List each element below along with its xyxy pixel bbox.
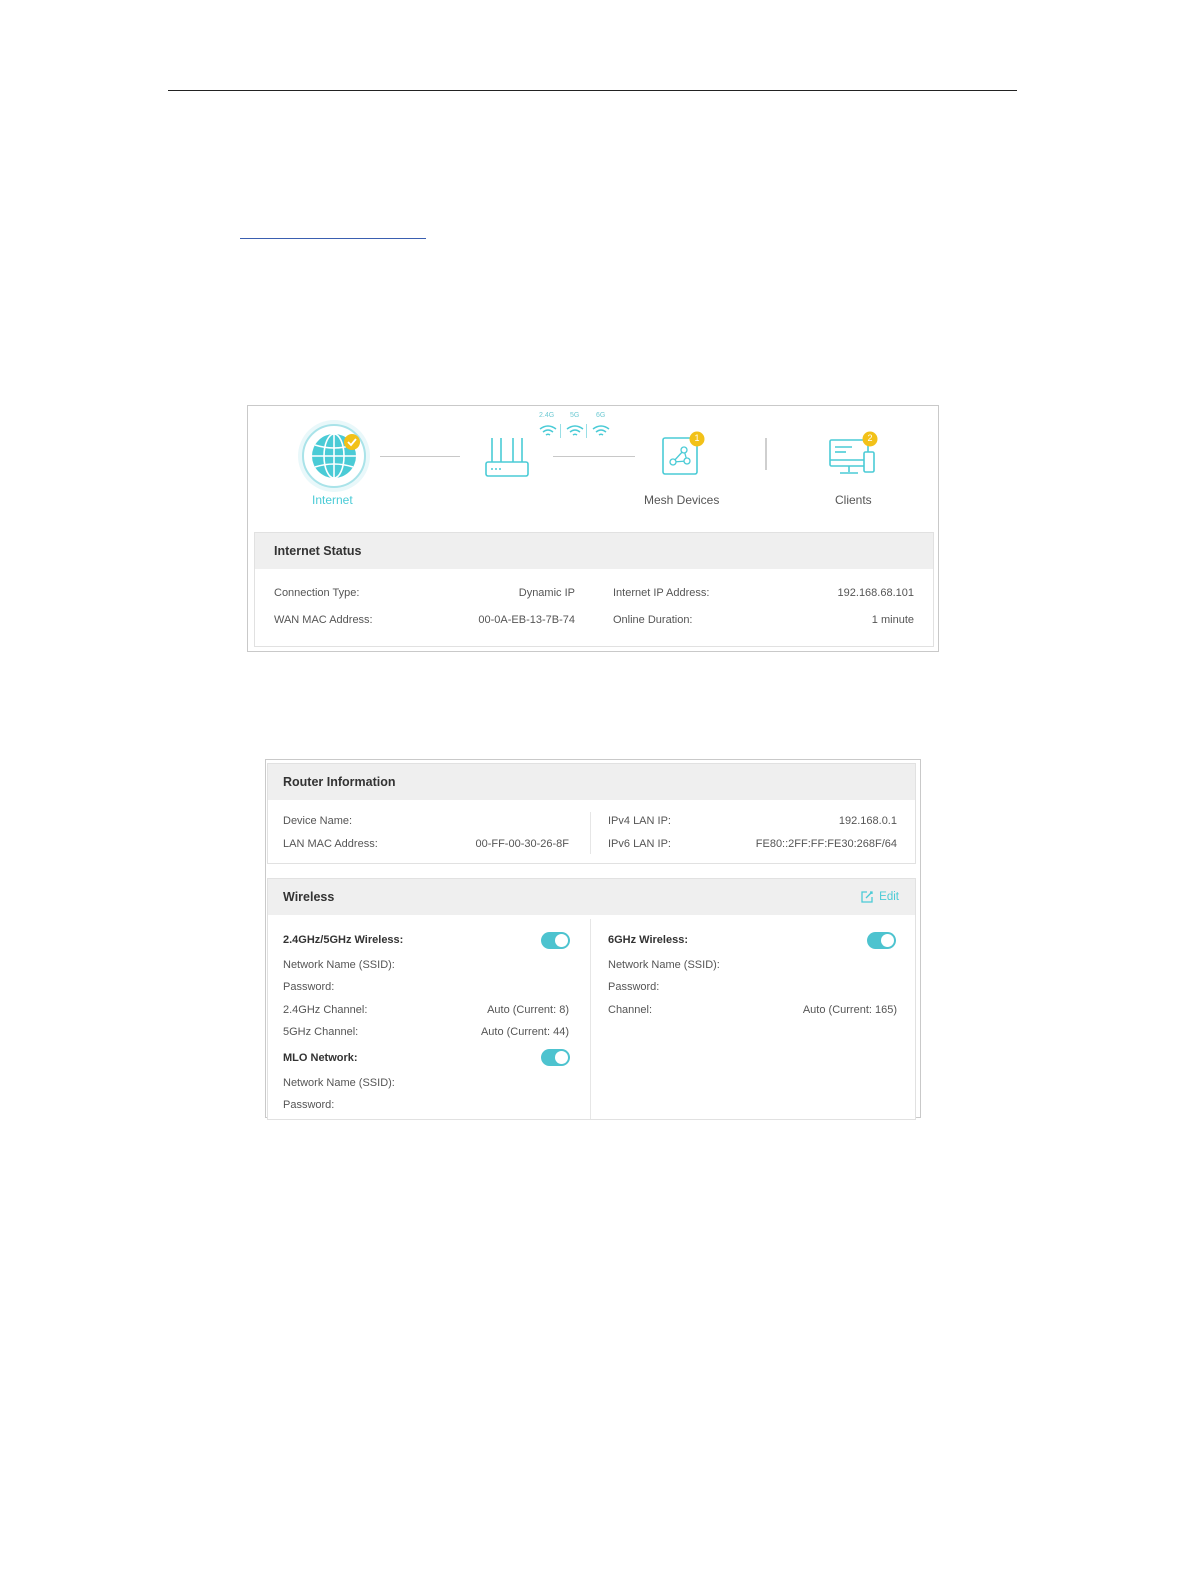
ipv4-lan-ip-value: 192.168.0.1 (838, 815, 897, 827)
clients-label[interactable]: Clients (835, 493, 872, 507)
wireless-24-5-toggle[interactable] (541, 932, 570, 949)
internet-node-label: Internet (312, 493, 353, 507)
ipv6-lan-ip-label: IPv6 LAN IP: (608, 838, 671, 850)
ipv6-lan-ip-value: FE80::2FF:FF:FE30:268F/64 (755, 838, 897, 850)
mesh-devices-label[interactable]: Mesh Devices (644, 493, 720, 507)
wifi-5g-icon (566, 424, 584, 438)
wireless-card (267, 878, 916, 1120)
wifi-6g-icon (592, 424, 610, 438)
hyperlink-underline (240, 238, 426, 239)
column-separator (590, 919, 591, 1119)
internet-ip-value: 192.168.68.101 (837, 587, 914, 599)
edit-label: Edit (879, 891, 899, 903)
mlo-network-label: MLO Network: (283, 1052, 358, 1064)
clients-node[interactable] (828, 430, 878, 478)
edit-button[interactable] (860, 890, 899, 904)
band-label-5g: 5G (570, 412, 580, 419)
channel-24-value: Auto (Current: 8) (487, 1004, 569, 1016)
password-6g-label: Password: (608, 981, 660, 993)
mlo-network-toggle[interactable] (541, 1049, 570, 1066)
router-node[interactable] (484, 436, 530, 478)
online-duration-label: Online Duration: (613, 614, 693, 626)
mlo-ssid-label: Network Name (SSID): (283, 1077, 395, 1089)
band-divider (586, 424, 587, 438)
ssid-6g-label: Network Name (SSID): (608, 959, 720, 971)
internet-node[interactable] (296, 416, 374, 494)
wireless-title: Wireless (268, 879, 915, 915)
connection-line (553, 456, 635, 457)
node-separator (765, 438, 767, 470)
column-separator (590, 812, 591, 854)
router-information-title: Router Information (268, 764, 915, 800)
wireless-6g-toggle[interactable] (867, 932, 896, 949)
device-name-label: Device Name: (283, 815, 353, 827)
router-information-card (267, 763, 916, 864)
mlo-password-label: Password: (283, 1099, 335, 1111)
ipv4-lan-ip-label: IPv4 LAN IP: (608, 815, 671, 827)
connection-type-value: Dynamic IP (518, 587, 575, 599)
globe-icon (296, 416, 374, 494)
channel-24-label: 2.4GHz Channel: (283, 1004, 368, 1016)
wan-mac-label: WAN MAC Address: (274, 614, 373, 626)
mesh-devices-badge: 1 (694, 433, 700, 443)
wifi-2g-icon (539, 424, 557, 438)
wireless-24-5-label: 2.4GHz/5GHz Wireless: (283, 934, 404, 946)
clients-badge: 2 (867, 433, 873, 443)
router-wireless-panel (265, 759, 921, 1118)
network-map-panel (247, 405, 939, 652)
mesh-devices-node[interactable] (660, 430, 708, 478)
password-label: Password: (283, 981, 335, 993)
wireless-6g-label: 6GHz Wireless: (608, 934, 688, 946)
internet-status-title: Internet Status (255, 533, 933, 569)
internet-ip-label: Internet IP Address: (613, 587, 710, 599)
channel-6g-label: Channel: (608, 1004, 653, 1016)
wan-mac-value: 00-0A-EB-13-7B-74 (478, 614, 575, 626)
channel-5-label: 5GHz Channel: (283, 1026, 359, 1038)
band-divider (560, 424, 561, 438)
channel-6g-value: Auto (Current: 165) (802, 1004, 897, 1016)
ssid-label: Network Name (SSID): (283, 959, 395, 971)
connection-line (380, 456, 460, 457)
band-label-2g: 2.4G (539, 412, 555, 419)
connection-type-label: Connection Type: (274, 587, 360, 599)
online-duration-value: 1 minute (871, 614, 914, 626)
lan-mac-label: LAN MAC Address: (283, 838, 378, 850)
channel-5-value: Auto (Current: 44) (480, 1026, 569, 1038)
band-label-6g: 6G (596, 412, 606, 419)
edit-icon (860, 890, 874, 904)
page-header-rule (168, 90, 1017, 91)
router-icon (484, 436, 530, 478)
lan-mac-value: 00-FF-00-30-26-8F (475, 838, 569, 850)
internet-status-card (254, 532, 934, 647)
